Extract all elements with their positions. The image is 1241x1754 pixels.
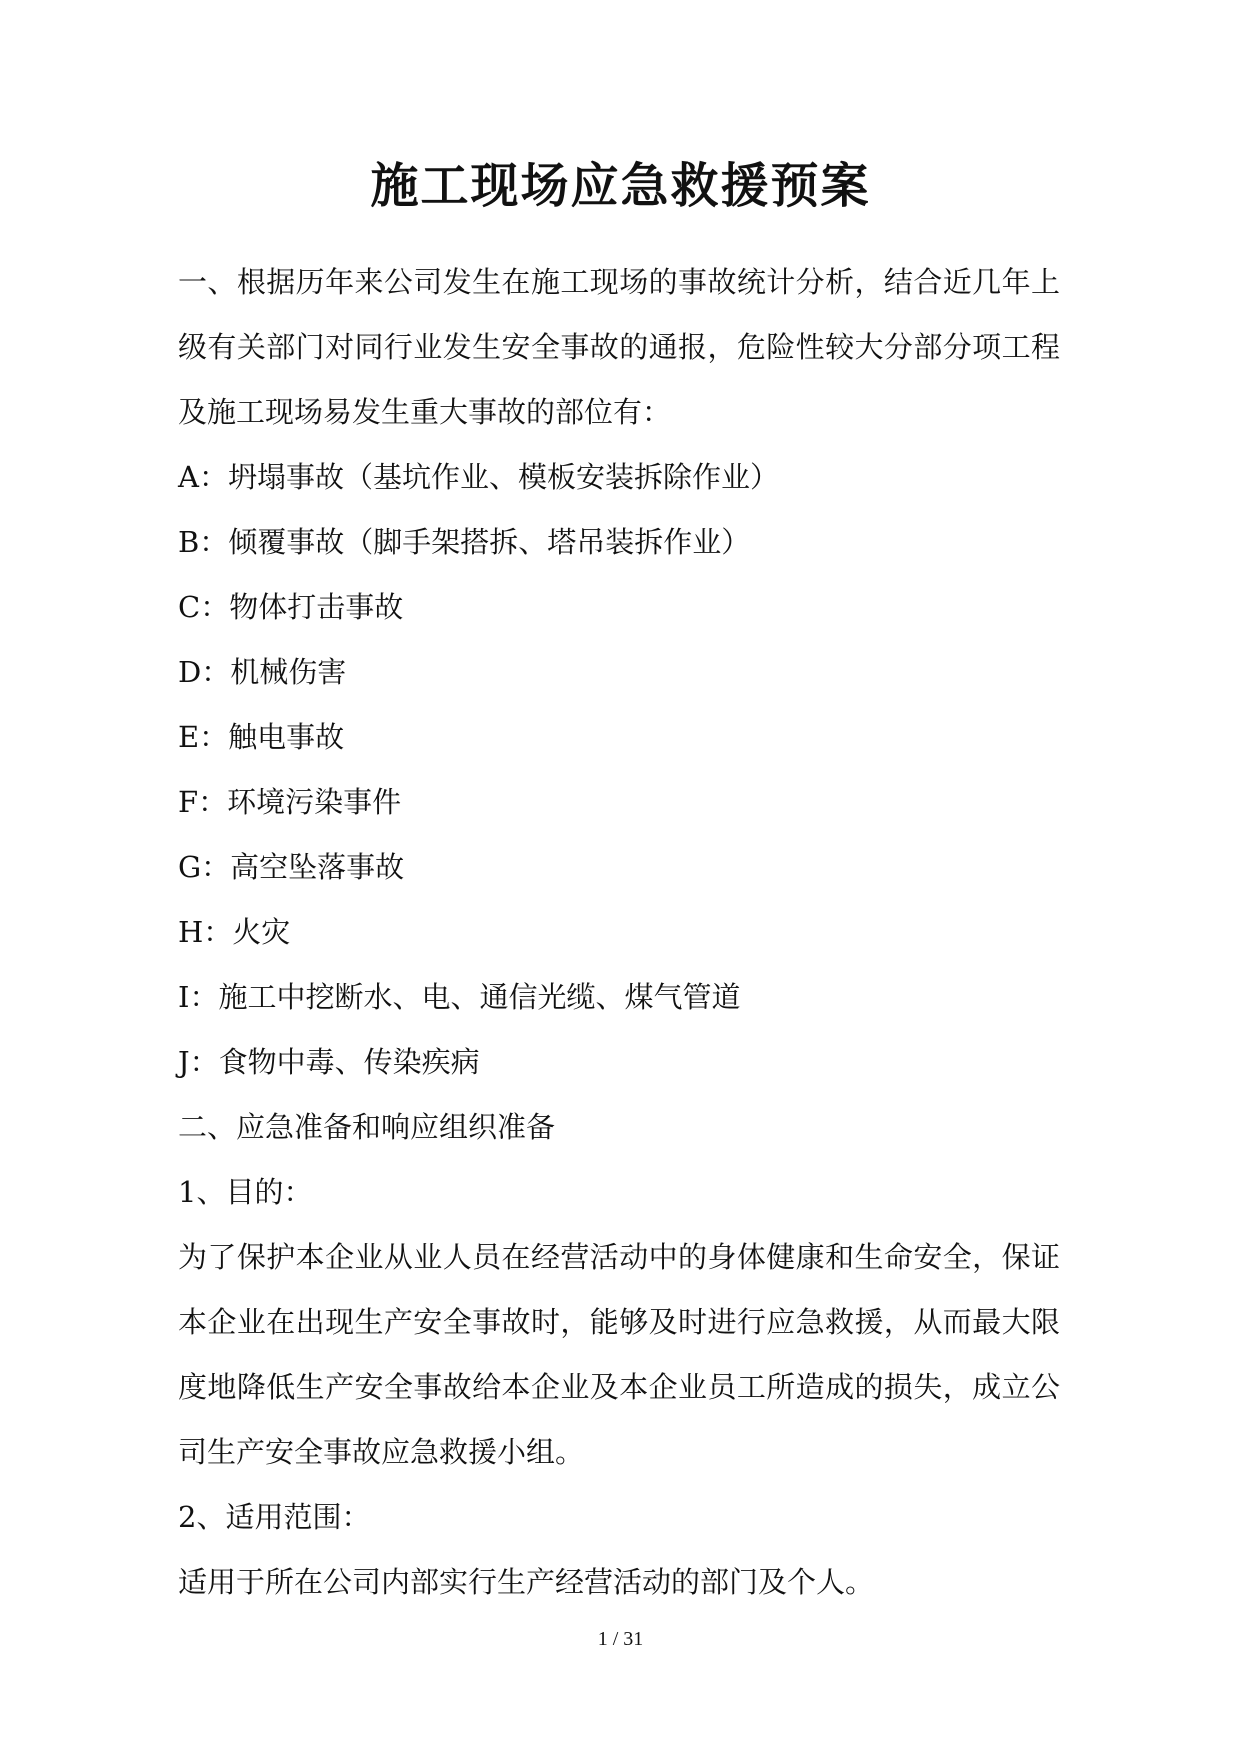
paragraph-purpose: 为了保护本企业从业人员在经营活动中的身体健康和生命安全，保证本企业在出现生产安全事故时，能够及时进行应急救援，从而最大限度地降低生产安全事故给本企业及本企业员工所造成的损失，成立公司生产安全事故应急救援小组。 [178, 1240, 1060, 1469]
document-body [178, 250, 1060, 1615]
list-item-g: G：高空坠落事故 [178, 850, 405, 884]
list-item-h: H：火灾 [178, 915, 291, 949]
list-item-e: E：触电事故 [178, 720, 345, 754]
document-title: 施工现场应急救援预案 [370, 158, 871, 214]
list-item-c: C：物体打击事故 [178, 590, 404, 624]
list-item-i: I：施工中挖断水、电、通信光缆、煤气管道 [178, 980, 741, 1014]
list-item-f: F：环境污染事件 [178, 785, 402, 819]
list-item-d: D：机械伤害 [178, 655, 347, 689]
paragraph-intro: 一、根据历年来公司发生在施工现场的事故统计分析，结合近几年上级有关部门对同行业发生安全事故的通报，危险性较大分部分项工程及施工现场易发生重大事故的部位有： [178, 265, 1060, 429]
list-item-a: A：坍塌事故（基坑作业、模板安装拆除作业） [178, 460, 779, 494]
subheading-scope: 2、适用范围： [178, 1500, 371, 1534]
paragraph-scope: 适用于所在公司内部实行生产经营活动的部门及个人。 [178, 1565, 875, 1599]
list-item-j: J：食物中毒、传染疾病 [178, 1045, 480, 1079]
page-number: 1 / 31 [597, 1628, 644, 1650]
list-item-b: B：倾覆事故（脚手架搭拆、塔吊装拆作业） [178, 525, 751, 559]
subheading-purpose: 1、目的： [178, 1175, 313, 1209]
section-heading-2: 二、应急准备和响应组织准备 [178, 1110, 556, 1144]
